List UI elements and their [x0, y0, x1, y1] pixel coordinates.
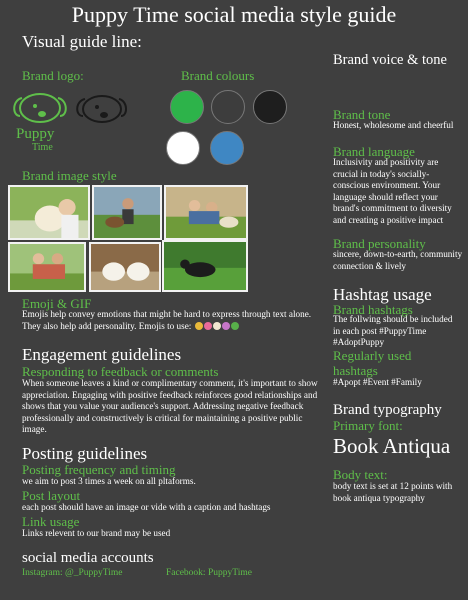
colour-swatch-blue	[210, 131, 244, 165]
link-usage-text: Links relevent to our brand may be used	[22, 528, 171, 538]
facebook-handle[interactable]: Facebook: PuppyTime	[166, 568, 252, 578]
body-text-heading: Body text:	[333, 467, 388, 482]
posting-frequency-text: we aim to post 3 times a week on all pltaforms.	[22, 476, 196, 486]
engagement-heading: Engagement guidelines	[22, 345, 182, 364]
colour-swatch-white	[166, 131, 200, 165]
brand-personality-text: sincere, down-to-earth, community connection & lively	[333, 249, 463, 271]
brand-logo	[8, 86, 70, 156]
hashtag-usage-heading: Hashtag usage	[333, 285, 432, 304]
emoji-gif-text	[22, 309, 322, 332]
colour-swatch-green	[170, 90, 204, 124]
brand-hashtags-heading: Brand hashtags	[333, 302, 413, 317]
flower-emoji-icon	[222, 322, 230, 330]
ball-emoji-icon	[231, 322, 239, 330]
puppy-logo-icon	[8, 86, 70, 126]
brand-tone-text: Honest, wholesome and cheerful	[333, 120, 454, 130]
brand-hashtags-text: The follwing should be included in each post #PuppyTime #AdoptPuppy	[333, 314, 453, 348]
brand-image-style-heading: Brand image style	[22, 168, 117, 183]
heart-emoji-icon	[204, 322, 212, 330]
posting-heading: Posting guidelines	[22, 444, 148, 463]
colour-swatch-dark-grey	[211, 90, 245, 124]
regular-hashtags-text: #Apopt #Event #Family	[333, 377, 422, 387]
logo-wordmark-line2: Time	[32, 142, 53, 153]
instagram-handle[interactable]: Instagram: @_PuppyTime	[22, 568, 123, 578]
emoji-set	[194, 321, 239, 331]
dog-emoji-icon	[195, 322, 203, 330]
body-text-description: body text is set at 12 points with book antiqua typography	[333, 481, 453, 503]
puppy-emoji-icon	[213, 322, 221, 330]
photo-white-puppies	[89, 242, 161, 292]
brand-colours-heading: Brand colours	[181, 68, 255, 83]
brand-logo-outline	[72, 88, 128, 126]
brand-language-heading: Brand language	[333, 144, 415, 159]
page-title: Puppy Time social media style guide	[71, 2, 397, 27]
engagement-subheading: Responding to feedback or comments	[22, 364, 219, 379]
photo-couple-with-puppy	[8, 242, 86, 292]
emoji-gif-description: Emojis help convey emotions that might be hard to express through text alone. They also help add personality. Emojis to use:	[22, 309, 312, 331]
post-layout-text: each post should have an image or vide with a caption and hashtags	[22, 502, 271, 512]
brand-tone-heading: Brand tone	[333, 107, 391, 122]
social-accounts-heading: social media accounts	[22, 550, 154, 566]
brand-logo-heading: Brand logo:	[22, 68, 84, 83]
photo-man-with-dog	[92, 185, 162, 240]
emoji-gif-heading: Emoji & GIF	[22, 296, 92, 311]
regular-hashtags-heading: Regularly used hashtags	[333, 348, 412, 378]
brand-voice-heading: Brand voice & tone	[333, 52, 447, 68]
post-layout-heading: Post layout	[22, 488, 81, 503]
link-usage-heading: Link usage	[22, 514, 80, 529]
brand-language-text: Inclusivity and positivity are crucial in today's socially-conscious environment. Your language should reflect your brand's commitment to diversity and creating a positive impact	[333, 157, 452, 225]
photo-girl-with-puppy	[8, 185, 90, 240]
posting-frequency-heading: Posting frequency and timing	[22, 462, 176, 477]
puppy-logo-outline-icon	[72, 88, 128, 126]
engagement-text: When someone leaves a kind or complimentary comment, it's important to show appreciation. Engaging with positive feedback reinforces good relationships and shows that you value your audience's support. Addressing negative feedback professionally and constructively is critical for maintaining a positive public image.	[22, 378, 318, 435]
brand-typography-heading: Brand typography	[333, 402, 442, 418]
brand-personality-heading: Brand personality	[333, 236, 426, 251]
photo-family-with-dogs	[164, 185, 248, 240]
logo-wordmark-line1: Puppy	[16, 126, 55, 142]
visual-guide-heading: Visual guide line:	[22, 32, 142, 51]
primary-font-sample: Book Antiqua	[333, 434, 451, 458]
primary-font-heading: Primary font:	[333, 418, 403, 433]
colour-swatch-black	[253, 90, 287, 124]
photo-black-dog-on-grass	[162, 240, 248, 292]
